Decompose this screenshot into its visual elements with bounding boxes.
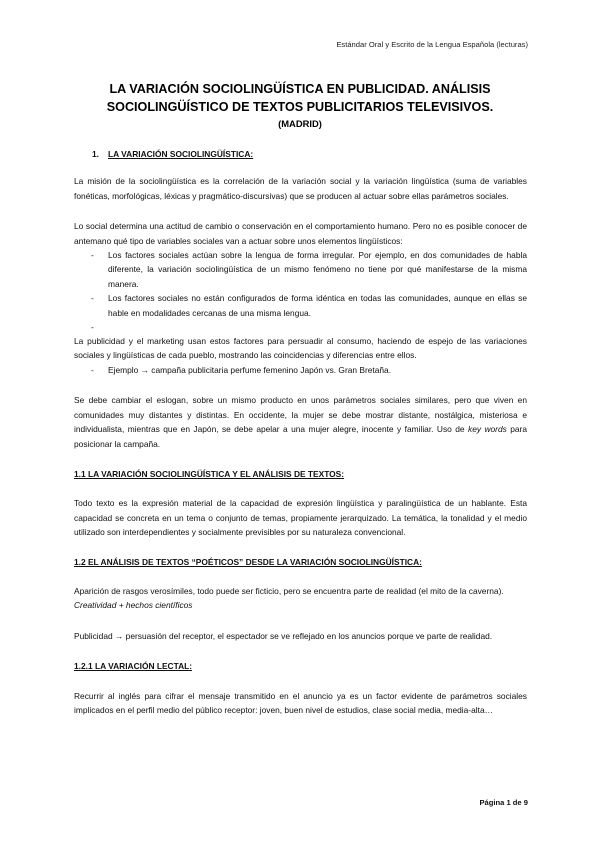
section-1-2-1-heading: 1.2.1 LA VARIACIÓN LECTAL: xyxy=(74,661,193,672)
title-line-1: LA VARIACIÓN SOCIOLINGÜÍSTICA EN PUBLICIDAD. ANÁLISIS xyxy=(109,82,491,96)
paragraph xyxy=(74,393,527,451)
bullet-list xyxy=(74,363,527,377)
paragraph-italic: Creatividad + hechos científicos xyxy=(74,600,193,611)
list-item: - Los factores sociales no están configurados de forma idéntica en todas las comunidades, aunque en ellas se hable en modalidades cercanas de una misma lengua. xyxy=(108,291,527,320)
paragraph: Publicidad → persuasión del receptor, el espectador se ve reflejado en los anuncios porque ve parte de realidad. xyxy=(74,630,493,641)
paragraph: La publicidad y el marketing usan estos factores para persuadir al consumo, haciendo de espejo de las variaciones sociales y lingüísticas de cada pueblo, mostrando las coincidencias y diferencias entre ellos. xyxy=(74,336,527,361)
paragraph-text: Se debe cambiar el eslogan, sobre un mismo producto en unos parámetros sociales similares, pero que viven en comunidades muy distantes y distintas. En occidente, la mujer se debe mostrar distante, nostálgica, misteriosa e individualista, mientras que en Japón, se debe apelar a una mujer alegre, inocente y familiar. Uso de xyxy=(74,395,527,435)
page-number: Página 1 de 9 xyxy=(479,798,528,807)
empty-bullet: - xyxy=(91,322,94,333)
running-header: Estándar Oral y Escrito de la Lengua Española (lecturas) xyxy=(336,40,528,49)
paragraph: Aparición de rasgos verosímiles, todo puede ser ficticio, pero se encuentra parte de realidad (el mito de la caverna). xyxy=(74,585,504,596)
bullet-list xyxy=(74,248,527,320)
section-1-heading-text: LA VARIACIÓN SOCIOLINGÜÍSTICA: xyxy=(108,149,254,159)
document-title xyxy=(40,80,560,132)
section-1-number: 1. xyxy=(92,149,99,159)
list-item: - Los factores sociales actúan sobre la lengua de forma irregular. Por ejemplo, en dos comunidades de habla diferente, la variación sociolingüística de un mismo fenómeno no tiene por qué manifestarse de la misma manera. xyxy=(108,248,527,291)
section-1-heading xyxy=(74,147,527,161)
key-words-term: key words xyxy=(468,424,507,435)
section-1-2-heading: 1.2 EL ANÁLISIS DE TEXTOS “POÉTICOS” DESDE LA VARIACIÓN SOCIOLINGÜÍSTICA: xyxy=(74,556,422,567)
paragraph: La misión de la sociolingüística es la correlación de la variación social y la variación lingüística (suma de variables fonéticas, morfológicas, léxicas y pragmático-discursivas) que se producen al actuar sobre ellas parámetros sociales. xyxy=(74,176,527,201)
paragraph: Lo social determina una actitud de cambio o conservación en el comportamiento humano. Pero no es posible conocer de antemano qué tipo de variables sociales van a actuar sobre unos elementos lingüísticos: xyxy=(74,221,527,246)
paragraph: Todo texto es la expresión material de la capacidad de expresión lingüística y paralingüística de un hablante. Esta capacidad se concreta en un tema o conjunto de temas, propiamente jerarquizado. La temática, la tonalidad y el medio utilizado son interdependientes y socialmente previsibles por su naturaleza convencional. xyxy=(74,498,527,538)
paragraph: Recurrir al inglés para cifrar el mensaje transmitido en el anuncio ya es un factor evidente de parámetros sociales implicados en el perfil medio del público receptor: joven, buen nivel de estudios, clase social media, media-alta… xyxy=(74,690,527,715)
title-line-2: SOCIOLINGÜÍSTICO DE TEXTOS PUBLICITARIOS TELEVISIVOS. xyxy=(106,100,494,114)
paragraph-text: para posicionar la campaña. xyxy=(74,424,528,449)
document-body xyxy=(74,147,527,717)
section-1-1-heading: 1.1 LA VARIACIÓN SOCIOLINGÜÍSTICA Y EL ANÁLISIS DE TEXTOS: xyxy=(74,468,345,479)
title-subtitle: (MADRID) xyxy=(278,118,322,129)
list-item: - Ejemplo → campaña publicitaria perfume femenino Japón vs. Gran Bretaña. xyxy=(108,363,527,377)
